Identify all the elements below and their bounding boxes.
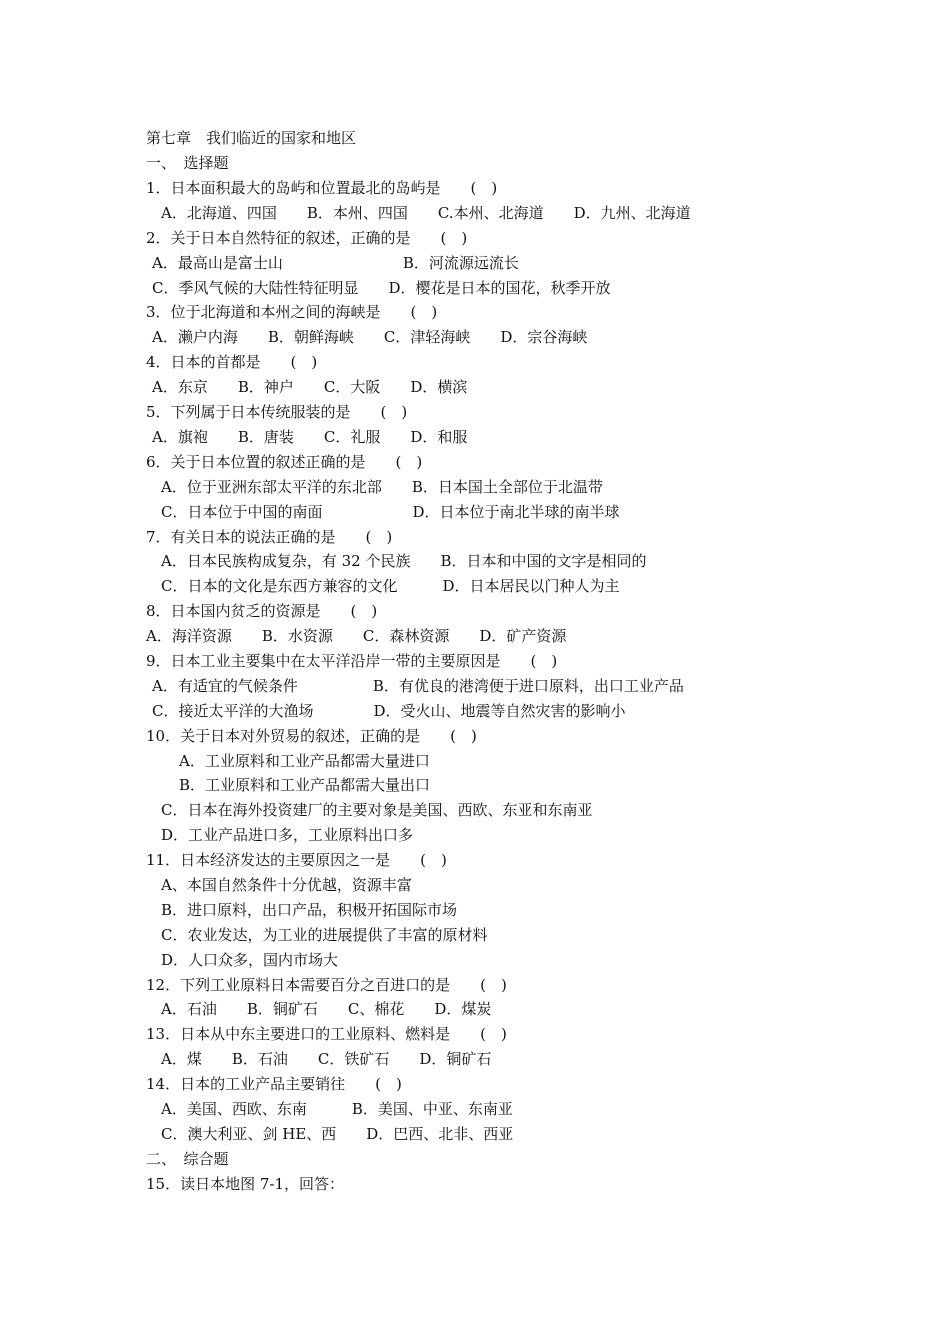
question-1-options: A．北海道、四国 B．本州、四国 C.本州、北海道 D．九州、北海道 — [161, 204, 691, 222]
question-10-option-b: B．工业原料和工业产品都需大量出口 — [179, 776, 431, 794]
question-4: 4．日本的首都是 ( ) — [146, 353, 318, 371]
question-10-option-c: C．日本在海外投资建厂的主要对象是美国、西欧、东亚和东南亚 — [161, 801, 593, 819]
question-5-options: A．旗袍 B．唐装 C．礼服 D．和服 — [152, 428, 468, 446]
question-8: 8．日本国内贫乏的资源是 ( ) — [146, 602, 378, 620]
question-9: 9．日本工业主要集中在太平洋沿岸一带的主要原因是 ( ) — [146, 652, 558, 670]
question-14-options-ab: A．美国、西欧、东南 B．美国、中亚、东南亚 — [161, 1100, 513, 1118]
question-2-options-cd: C．季风气候的大陆性特征明显 D．樱花是日本的国花，秋季开放 — [152, 279, 611, 297]
question-12: 12．下列工业原料日本需要百分之百进口的是 ( ) — [146, 976, 507, 994]
question-10-option-d: D．工业产品进口多，工业原料出口多 — [161, 826, 414, 844]
question-12-options: A．石油 B．铜矿石 C、棉花 D．煤炭 — [161, 1000, 492, 1018]
question-3-options: A．濑户内海 B．朝鲜海峡 C．津轻海峡 D．宗谷海峡 — [152, 328, 588, 346]
question-10: 10．关于日本对外贸易的叙述，正确的是 ( ) — [146, 727, 477, 745]
question-10-option-a: A．工业原料和工业产品都需大量进口 — [179, 752, 430, 770]
question-11-option-d: D．人口众多，国内市场大 — [161, 951, 339, 969]
question-6-options-ab: A．位于亚洲东部太平洋的东北部 B．日本国土全部位于北温带 — [161, 478, 603, 496]
question-11-option-b: B．进口原料，出口产品，积极开拓国际市场 — [161, 901, 458, 919]
question-6-options-cd: C．日本位于中国的南面 D．日本位于南北半球的南半球 — [161, 503, 620, 521]
question-4-options: A．东京 B．神户 C．大阪 D．横滨 — [152, 378, 468, 396]
question-7-options-ab: A．日本民族构成复杂，有 32 个民族 B．日本和中国的文字是相同的 — [161, 552, 647, 570]
question-11-option-a: A、本国自然条件十分优越，资源丰富 — [161, 876, 412, 894]
question-7: 7．有关日本的说法正确的是 ( ) — [146, 528, 393, 546]
question-11: 11．日本经济发达的主要原因之一是 ( ) — [146, 851, 447, 869]
question-13: 13．日本从中东主要进口的工业原料、燃料是 ( ) — [146, 1025, 507, 1043]
question-9-options-cd: C．接近太平洋的大渔场 D．受火山、地震等自然灾害的影响小 — [152, 702, 626, 720]
question-14: 14．日本的工业产品主要销往 ( ) — [146, 1075, 402, 1093]
question-14-options-cd: C．澳大利亚、剑 HE、西 D．巴西、北非、西亚 — [161, 1125, 514, 1143]
chapter-title: 第七章 我们临近的国家和地区 — [146, 129, 357, 147]
section-heading-comprehensive: 二、 综合题 — [146, 1150, 229, 1168]
question-13-options: A．煤 B．石油 C．铁矿石 D．铜矿石 — [161, 1050, 492, 1068]
question-6: 6．关于日本位置的叙述正确的是 ( ) — [146, 453, 423, 471]
question-2-options-ab: A．最高山是富士山 B．河流源远流长 — [152, 254, 519, 272]
question-3: 3．位于北海道和本州之间的海峡是 ( ) — [146, 303, 438, 321]
question-1: 1．日本面积最大的岛屿和位置最北的岛屿是 ( ) — [146, 179, 498, 197]
question-7-options-cd: C．日本的文化是东西方兼容的文化 D．日本居民以门种人为主 — [161, 577, 620, 595]
question-15: 15．读日本地图 7-1，回答： — [146, 1175, 345, 1193]
question-8-options: A．海洋资源 B．水资源 C．森林资源 D．矿产资源 — [146, 627, 567, 645]
question-2: 2．关于日本自然特征的叙述，正确的是 ( ) — [146, 229, 468, 247]
question-11-option-c: C．农业发达，为工业的进展提供了丰富的原材料 — [161, 926, 488, 944]
question-5: 5．下列属于日本传统服装的是 ( ) — [146, 403, 408, 421]
question-9-options-ab: A．有适宜的气候条件 B．有优良的港湾便于进口原料，出口工业产品 — [152, 677, 684, 695]
section-heading-choice: 一、 选择题 — [146, 154, 229, 172]
